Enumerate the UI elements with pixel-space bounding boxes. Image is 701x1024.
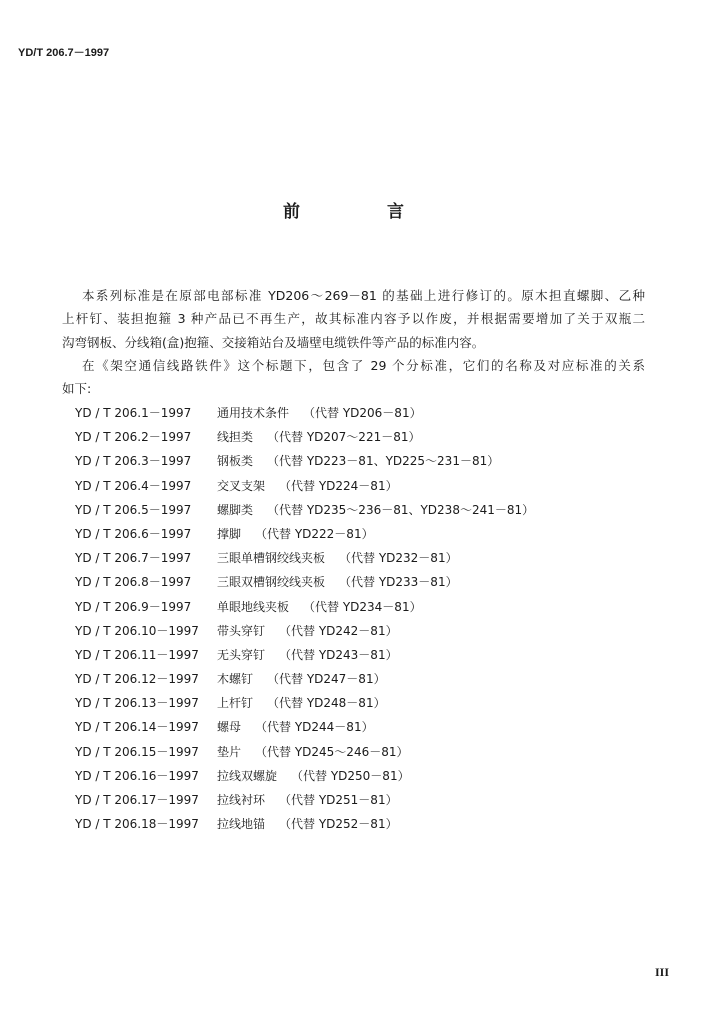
standard-name: 垫片 (217, 744, 242, 759)
standard-replaces: （代替 YD244－81） (255, 720, 374, 735)
standard-row (75, 595, 645, 619)
standard-row (75, 498, 645, 522)
standard-row (75, 474, 645, 498)
standard-name: 交叉支架 (217, 478, 266, 493)
standard-name: 钢板类 (217, 454, 254, 469)
standard-name: 通用技术条件 (217, 406, 290, 420)
standard-row (75, 643, 645, 667)
standard-row (75, 764, 645, 788)
standard-row (75, 570, 645, 594)
standard-replaces: （代替 YD206－81） (303, 406, 422, 420)
standard-row (75, 425, 645, 449)
paragraph (62, 354, 645, 401)
standard-name: 无头穿钉 (217, 647, 266, 662)
standard-code: YD / T 206.12－1997 (75, 672, 199, 687)
paragraph-line: 上杆钉、装担抱箍 3 种产品已不再生产，故其标准内容予以作废，并根据需要增加了关于双瓶二 (62, 311, 645, 327)
standard-replaces: （代替 YD245～246－81） (255, 744, 409, 759)
standard-code: YD / T 206.10－1997 (75, 623, 199, 638)
paragraph-line: 本系列标准是在原部电部标准 YD206～269－81 的基础上进行修订的。原木担直螺脚、乙种 (82, 288, 645, 303)
standard-name: 三眼单槽钢绞线夹板 (217, 551, 326, 566)
standard-replaces: （代替 YD233－81） (339, 575, 458, 590)
standard-row (75, 619, 645, 643)
standard-replaces: （代替 YD223－81、YD225～231－81） (267, 454, 500, 469)
standard-name: 单眼地线夹板 (217, 599, 290, 614)
standard-row (75, 715, 645, 739)
standard-code: YD / T 206.8－1997 (75, 575, 192, 590)
standard-replaces: （代替 YD234－81） (303, 599, 422, 614)
standard-row (75, 449, 645, 473)
document-code: YD/T 206.7－1997 (18, 47, 110, 59)
standard-row (75, 691, 645, 715)
standards-list (75, 401, 645, 836)
standard-replaces: （代替 YD250－81） (291, 768, 410, 783)
standard-replaces: （代替 YD247－81） (267, 672, 386, 687)
standard-name: 三眼双槽钢绞线夹板 (217, 575, 326, 590)
paragraph-line: 沟弯钢板、分线箱(盒)抱箍、交接箱站台及墙壁电缆铁件等产品的标准内容。 (62, 334, 485, 350)
standard-code: YD / T 206.1－1997 (75, 406, 192, 420)
paragraph (62, 284, 645, 354)
foreword-title-second: 言 (387, 202, 404, 222)
standard-row (75, 401, 645, 425)
standard-replaces: （代替 YD252－81） (279, 817, 398, 832)
standard-code: YD / T 206.9－1997 (75, 599, 192, 614)
standard-name: 木螺钉 (217, 672, 254, 687)
standard-name: 带头穿钉 (217, 623, 266, 638)
standard-code: YD / T 206.6－1997 (75, 526, 192, 541)
standard-name: 上杆钉 (217, 696, 254, 711)
standard-code: YD / T 206.3－1997 (75, 454, 192, 469)
standard-name: 螺母 (217, 720, 242, 735)
paragraph-line: 如下: (62, 381, 92, 397)
standard-code: YD / T 206.18－1997 (75, 817, 199, 832)
standard-replaces: （代替 YD222－81） (255, 526, 374, 541)
standard-name: 线担类 (217, 430, 254, 445)
standard-code: YD / T 206.2－1997 (75, 430, 192, 445)
standard-replaces: （代替 YD251－81） (279, 793, 398, 807)
standard-code: YD / T 206.5－1997 (75, 502, 192, 517)
standard-name: 螺脚类 (217, 502, 254, 517)
standard-row (75, 788, 645, 812)
standard-name: 撑脚 (217, 526, 242, 541)
standard-replaces: （代替 YD248－81） (267, 696, 386, 711)
standard-replaces: （代替 YD232－81） (339, 551, 458, 566)
standard-name: 拉线衬环 (217, 793, 266, 807)
page-number: III (655, 965, 670, 979)
standard-row (75, 667, 645, 691)
standard-code: YD / T 206.13－1997 (75, 696, 199, 711)
foreword-title-first: 前 (283, 202, 300, 222)
standard-row (75, 812, 645, 836)
standard-code: YD / T 206.15－1997 (75, 744, 199, 759)
standard-code: YD / T 206.17－1997 (75, 793, 199, 807)
standard-code: YD / T 206.11－1997 (75, 647, 199, 662)
standard-code: YD / T 206.7－1997 (75, 551, 192, 566)
standard-row (75, 740, 645, 764)
foreword-body (62, 284, 645, 400)
standard-replaces: （代替 YD242－81） (279, 623, 398, 638)
standard-replaces: （代替 YD235～236－81、YD238～241－81） (267, 502, 535, 517)
standard-replaces: （代替 YD224－81） (279, 478, 398, 493)
paragraph-line: 在《架空通信线路铁件》这个标题下，包含了 29 个分标准，它们的名称及对应标准的关系 (82, 357, 645, 373)
standard-code: YD / T 206.16－1997 (75, 768, 199, 783)
standard-code: YD / T 206.14－1997 (75, 720, 199, 735)
standard-replaces: （代替 YD243－81） (279, 647, 398, 662)
standard-replaces: （代替 YD207～221－81） (267, 430, 421, 445)
standard-name: 拉线双螺旋 (217, 768, 278, 783)
standard-name: 拉线地锚 (217, 817, 266, 832)
standard-row (75, 522, 645, 546)
standard-code: YD / T 206.4－1997 (75, 478, 192, 493)
standard-row (75, 546, 645, 570)
